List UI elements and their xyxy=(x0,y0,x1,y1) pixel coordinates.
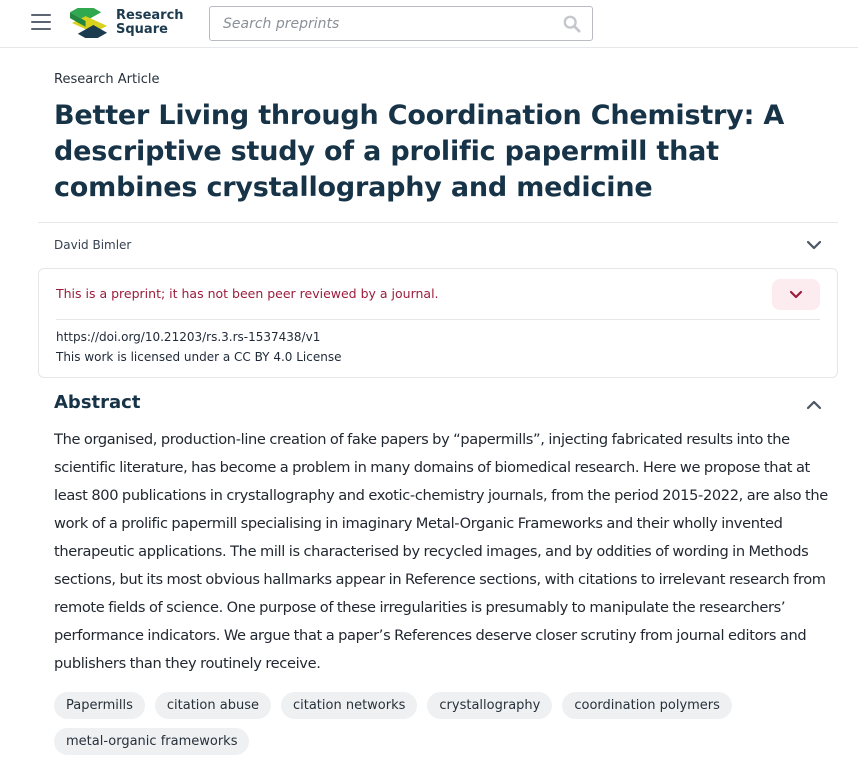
article-type-label: Research Article xyxy=(54,72,160,87)
preprint-warning-text: This is a preprint; it has not been peer reviewed by a journal. xyxy=(56,286,439,301)
logo-line-1: Research xyxy=(116,8,184,23)
hamburger-menu-icon[interactable] xyxy=(31,13,51,31)
section-divider xyxy=(38,222,838,223)
top-navigation-bar xyxy=(0,0,858,48)
chevron-down-icon xyxy=(789,288,803,302)
keyword-chip[interactable]: citation abuse xyxy=(155,692,271,719)
author-name[interactable]: David Bimler xyxy=(54,238,132,252)
research-square-logo[interactable] xyxy=(70,8,184,38)
keyword-chip[interactable]: metal-organic frameworks xyxy=(54,728,249,755)
keyword-chip[interactable]: citation networks xyxy=(281,692,417,719)
keyword-list xyxy=(54,692,824,755)
notice-expand-button[interactable] xyxy=(772,279,820,310)
menu-line xyxy=(31,28,51,30)
logo-wordmark xyxy=(116,9,184,37)
search-icon[interactable] xyxy=(563,15,581,33)
abstract-text: The organised, production-line creation of fake papers by “papermills”, injecting fabricated results into the scientific literature, has become a problem in many domains of biomedical research. Here we propose that at least 800 publications in crystallography and exotic-chemistry journals, from the period 2015-2022, are also the work of a prolific papermill specialising in imaginary Metal-Organic Frameworks and their wholly invented therapeutic applications. The mill is characterised by recycled images, and by oddities of wording in Methods sections, but its most obvious hallmarks appear in Reference sections, with citations to irrelevant research from remote fields of science. One purpose of these irregularities is presumably to manipulate the researchers’ performance indicators. We argue that a paper’s References deserve closer scrutiny from journal editors and publishers than they routinely receive. xyxy=(54,431,828,672)
keyword-chip[interactable]: Papermills xyxy=(54,692,145,719)
research-square-logo-icon xyxy=(70,8,109,38)
notice-divider xyxy=(56,319,820,320)
abstract-header[interactable] xyxy=(54,392,822,418)
article-title: Better Living through Coordination Chemistry: A descriptive study of a prolific papermill that combines crystallography and medicine xyxy=(54,100,785,203)
license-text: This work is licensed under a CC BY 4.0 License xyxy=(56,350,342,364)
chevron-down-icon[interactable] xyxy=(806,237,822,253)
chevron-up-icon[interactable] xyxy=(806,397,822,413)
logo-line-2: Square xyxy=(116,22,168,37)
author-row[interactable] xyxy=(54,233,822,257)
abstract-heading: Abstract xyxy=(54,392,141,413)
keyword-chip[interactable]: coordination polymers xyxy=(562,692,732,719)
search-input[interactable] xyxy=(223,14,543,34)
menu-line xyxy=(31,21,51,23)
preprint-notice-box xyxy=(38,268,838,378)
doi-link[interactable]: https://doi.org/10.21203/rs.3.rs-1537438/v1 xyxy=(56,330,321,344)
keyword-chip[interactable]: crystallography xyxy=(427,692,552,719)
menu-line xyxy=(31,14,51,16)
search-box xyxy=(209,6,593,41)
